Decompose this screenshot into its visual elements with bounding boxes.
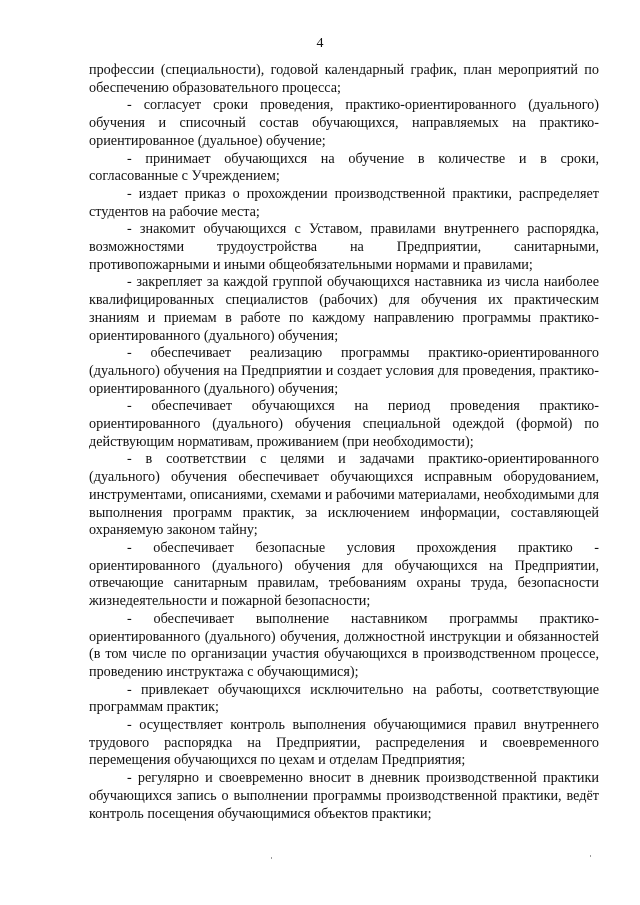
paragraph-provide-clothing: - обеспечивает обучающихся на период проведения практико-ориентированного (дуального) обучения специальной одеждой (формой) по действующим нормативам, проживанием (при необходимости); <box>89 398 599 450</box>
paragraph-implement-program: - обеспечивает реализацию программы практико-ориентированного (дуального) обучения на Предприятии и создает условия для проведения, практико-ориентированного (дуального) обучения; <box>89 345 599 397</box>
document-body <box>89 62 599 823</box>
paragraph-assign-mentor: - закрепляет за каждой группой обучающихся наставника из числа наиболее квалифицированных специалистов (рабочих) для обучения их практическим знаниям и приемам в работе по каждому направлению программы практико-ориентированного (дуального) обучения; <box>89 274 599 344</box>
scan-artifact-mark <box>590 855 591 857</box>
paragraph-introduce-rules: - знакомит обучающихся с Уставом, правилами внутреннего распорядка, возможностями трудоустройства на Предприятии, санитарными, противопожарными и иными общеобязательными нормами и правилами; <box>89 221 599 273</box>
paragraph-diary-records: - регулярно и своевременно вносит в дневник производственной практики обучающихся запись о выполнении программы производственной практики, ведёт контроль посещения обучающимися объектов практики; <box>89 770 599 822</box>
paragraph-accept-students: - принимает обучающихся на обучение в количестве и в сроки, согласованные с Учреждением; <box>89 150 599 185</box>
page-number: 4 <box>316 36 324 51</box>
paragraph-control-rules: - осуществляет контроль выполнения обучающимися правил внутреннего трудового распорядка на Предприятии, распределения и своевременного перемещения обучающихся по цехам и отделам Предприятия; <box>89 717 599 769</box>
scan-artifact-mark <box>271 857 272 859</box>
paragraph-assign-work: - привлекает обучающихся исключительно на работы, соответствующие программам практик; <box>89 681 599 716</box>
paragraph-provide-equipment: - в соответствии с целями и задачами практико-ориентированного (дуального) обучения обеспечивает обучающихся исправным оборудованием, инструментами, описаниями, схемами и рабочими материалами, необходимыми для выполнения программ практик, за исключением информации, составляющей охраняемую законом тайну; <box>89 451 599 539</box>
paragraph-continuation: профессии (специальности), годовой календарный график, план мероприятий по обеспечению образовательного процесса; <box>89 62 599 96</box>
paragraph-safe-conditions: - обеспечивает безопасные условия прохождения практико - ориентированного (дуального) обучения для обучающихся на Предприятии, отвечающие санитарным правилам, требованиям охраны труда, безопасности жизнедеятельности и пожарной безопасности; <box>89 539 599 610</box>
paragraph-agree-terms: - согласует сроки проведения, практико-ориентированного (дуального) обучения и списочный состав обучающихся, направляемых на практико-ориентированное (дуальное) обучение; <box>89 97 599 149</box>
paragraph-issue-order: - издает приказ о прохождении производственной практики, распределяет студентов на рабочие места; <box>89 185 599 220</box>
paragraph-mentor-program: - обеспечивает выполнение наставником программы практико-ориентированного (дуального) обучения, должностной инструкции и обязанностей (в том числе по организации участия обучающихся в производственном процессе, проведению инструктажа с обучающимися); <box>89 610 599 680</box>
